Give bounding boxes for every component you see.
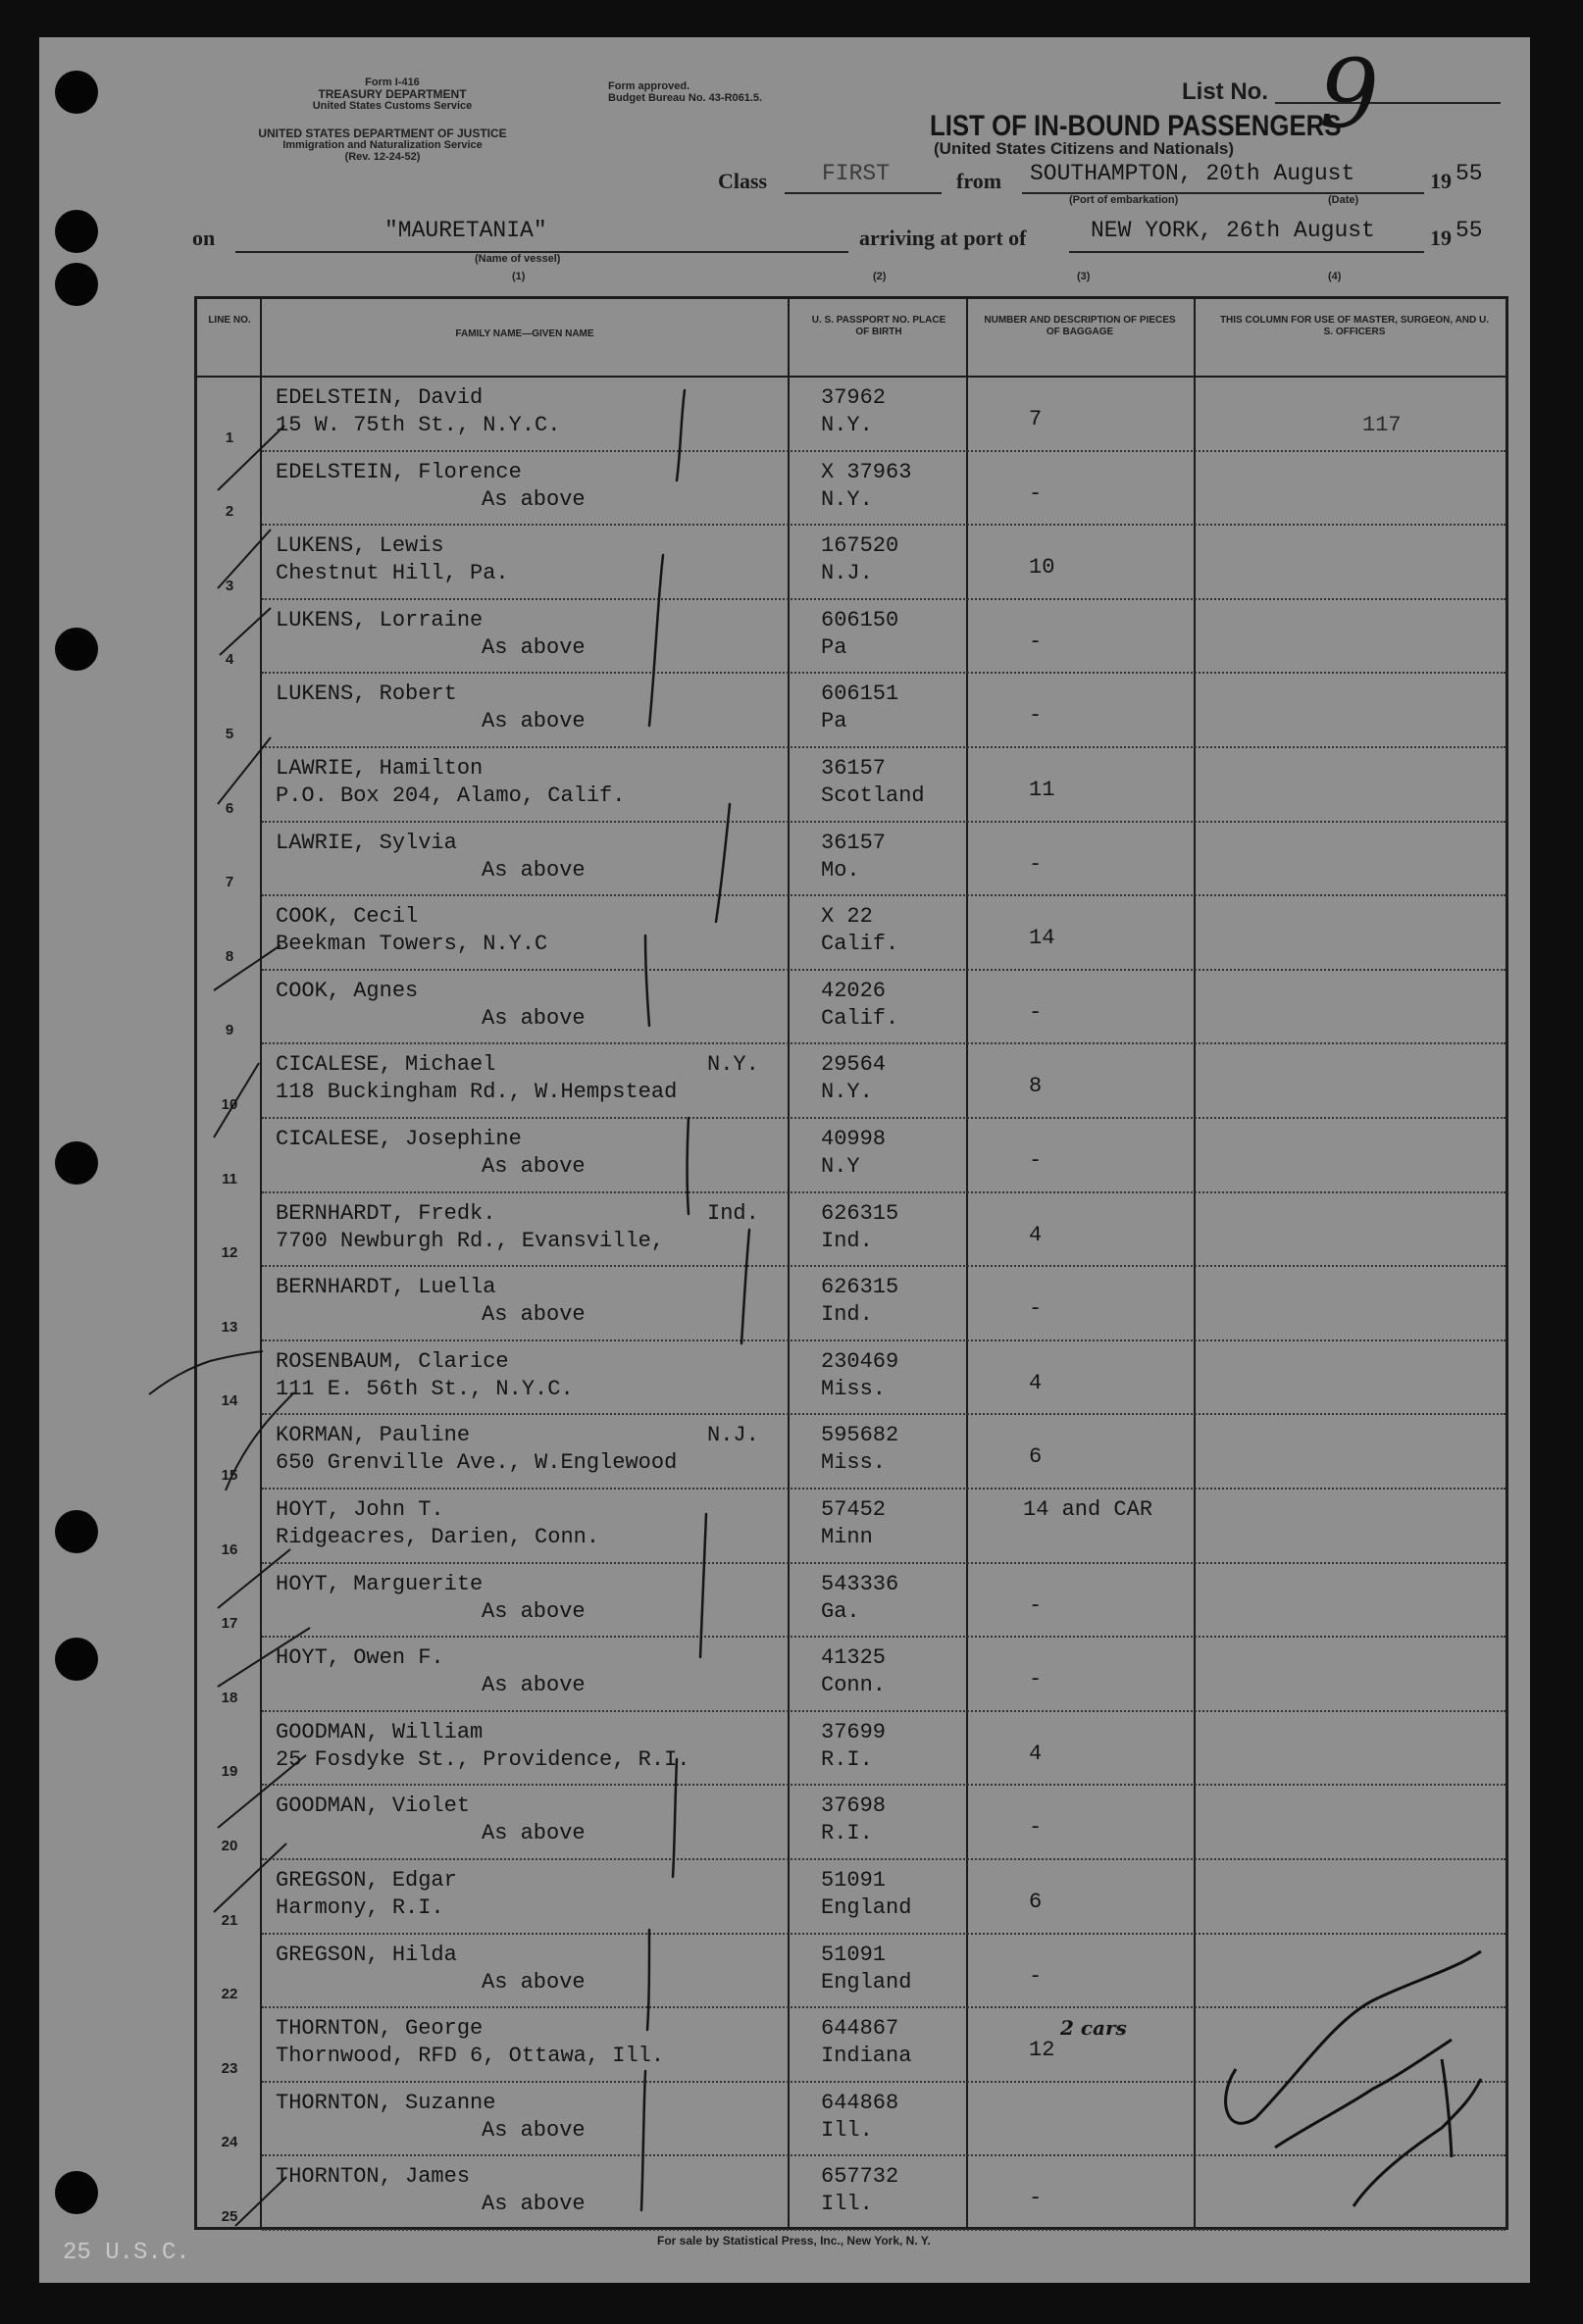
line-number: 7 xyxy=(225,874,234,891)
line-number: 13 xyxy=(221,1318,238,1336)
baggage-count: 11 xyxy=(1029,778,1055,802)
baggage-count: - xyxy=(1029,1148,1043,1173)
place-of-birth: Ga. xyxy=(821,1598,860,1624)
passenger-name: GREGSON, Edgar xyxy=(276,1868,457,1893)
passenger-address: As above xyxy=(482,1302,586,1328)
class-line xyxy=(785,192,942,194)
passenger-name: ROSENBAUM, Clarice xyxy=(276,1348,509,1374)
passport-number: 626315 xyxy=(821,1275,899,1300)
from-value: SOUTHAMPTON, 20th August xyxy=(1030,161,1355,186)
baggage-count: - xyxy=(1029,1296,1043,1322)
binder-hole xyxy=(55,263,98,306)
line-number: 8 xyxy=(225,947,234,965)
passenger-name: THORNTON, George xyxy=(276,2016,484,2042)
passport-number: X 22 xyxy=(821,904,873,930)
vessel-name: "MAURETANIA" xyxy=(384,218,547,243)
passport-number: 657732 xyxy=(821,2164,899,2190)
place-of-birth: England xyxy=(821,1895,912,1920)
passenger-address: As above xyxy=(482,2117,586,2143)
table-row xyxy=(197,2083,1506,2157)
binder-hole xyxy=(55,628,98,671)
passport-number: 167520 xyxy=(821,533,899,559)
table-row xyxy=(197,1193,1506,1268)
table-row xyxy=(197,1415,1506,1490)
passport-number: 644867 xyxy=(821,2016,899,2042)
baggage-count: 8 xyxy=(1029,1074,1043,1099)
passenger-address: 7700 Newburgh Rd., Evansville, xyxy=(276,1228,665,1253)
justice-department: UNITED STATES DEPARTMENT OF JUSTICE xyxy=(258,126,507,140)
passenger-address: Harmony, R.I. xyxy=(276,1895,444,1920)
table-row xyxy=(197,1638,1506,1712)
line-number: 4 xyxy=(225,651,234,669)
passenger-address: As above xyxy=(482,1154,586,1179)
passenger-name: HOYT, Owen F. xyxy=(276,1645,444,1671)
line-number: 2 xyxy=(225,503,234,521)
passenger-address: As above xyxy=(482,2192,586,2217)
baggage-count: 7 xyxy=(1029,407,1043,431)
row-divider xyxy=(262,2229,1506,2231)
passenger-name: HOYT, Marguerite xyxy=(276,1571,484,1596)
baggage-count: 10 xyxy=(1029,555,1055,581)
baggage-count: - xyxy=(1029,1667,1043,1692)
place-of-birth: Calif. xyxy=(821,932,899,957)
from-label: from xyxy=(956,169,1002,193)
customs-service: United States Customs Service xyxy=(312,100,473,112)
line-number: 24 xyxy=(221,2134,238,2151)
passenger-name: KORMAN, Pauline xyxy=(276,1423,471,1448)
table-row xyxy=(197,1341,1506,1416)
passenger-name: GOODMAN, Violet xyxy=(276,1794,471,1819)
col-num-4: (4) xyxy=(1328,271,1342,282)
table-row xyxy=(197,1712,1506,1787)
passenger-address: Beekman Towers, N.Y.C xyxy=(276,932,548,957)
arrival-year: 55 xyxy=(1455,218,1483,243)
baggage-count: - xyxy=(1029,2186,1043,2211)
place-of-birth: Ind. xyxy=(821,1302,873,1328)
passenger-address: 118 Buckingham Rd., W.Hempstead xyxy=(276,1080,678,1105)
table-row xyxy=(197,748,1506,823)
place-of-birth: Miss. xyxy=(821,1450,887,1476)
form-title: LIST OF IN-BOUND PASSENGERS xyxy=(930,110,1342,142)
line-number: 18 xyxy=(221,1689,238,1706)
on-label: on xyxy=(192,226,216,250)
list-no-label: List No. xyxy=(1182,78,1268,105)
officer-note: 117 xyxy=(1362,413,1402,437)
place-of-birth: R.I. xyxy=(821,1821,873,1846)
passport-number: 37962 xyxy=(821,385,887,410)
place-of-birth: R.I. xyxy=(821,1746,873,1772)
passport-number: 626315 xyxy=(821,1200,899,1226)
place-of-birth: Pa xyxy=(821,634,847,660)
passenger-address: Ridgeacres, Darien, Conn. xyxy=(276,1525,600,1549)
place-of-birth: N.J. xyxy=(821,561,873,586)
passenger-address: As above xyxy=(482,1969,586,1995)
baggage-count: 4 xyxy=(1029,1222,1043,1247)
binder-hole xyxy=(55,1638,98,1681)
vessel-caption: (Name of vessel) xyxy=(475,253,561,265)
table-row xyxy=(197,2008,1506,2083)
form-approved: Form approved. xyxy=(608,80,690,92)
footer-left: 25 U.S.C. xyxy=(63,2240,190,2266)
form-subtitle: (United States Citizens and Nationals) xyxy=(934,139,1235,158)
col-num-3: (3) xyxy=(1077,271,1091,282)
place-of-birth: Ill. xyxy=(821,2192,873,2217)
passport-number: 543336 xyxy=(821,1571,899,1596)
baggage-count: 6 xyxy=(1029,1444,1043,1470)
arrival-value: NEW YORK, 26th August xyxy=(1091,218,1375,243)
passport-number: 595682 xyxy=(821,1423,899,1448)
baggage-count: 6 xyxy=(1029,1890,1043,1914)
line-number: 14 xyxy=(221,1392,238,1410)
passenger-address: As above xyxy=(482,1673,586,1698)
passenger-name: BERNHARDT, Luella xyxy=(276,1275,496,1300)
passenger-name: LUKENS, Lewis xyxy=(276,533,444,559)
from-year-prefix: 19 xyxy=(1430,169,1452,193)
place-of-birth: Miss. xyxy=(821,1376,887,1401)
place-of-birth: N.Y. xyxy=(821,486,873,512)
line-number: 17 xyxy=(221,1615,238,1633)
passenger-address: 650 Grenville Ave., W.Englewood xyxy=(276,1450,678,1476)
line-number: 20 xyxy=(221,1837,238,1854)
list-no-line xyxy=(1275,102,1501,104)
line-number: 21 xyxy=(221,1911,238,1929)
passport-number: 606150 xyxy=(821,607,899,632)
passenger-address: As above xyxy=(482,634,586,660)
class-label: Class xyxy=(718,169,768,193)
col-num-1: (1) xyxy=(512,271,526,282)
place-of-birth: Ind. xyxy=(821,1228,873,1253)
immigration-service: Immigration and Naturalization Service xyxy=(282,139,483,151)
line-number: 12 xyxy=(221,1244,238,1262)
baggage-count: - xyxy=(1029,703,1043,729)
passport-number: 57452 xyxy=(821,1497,887,1522)
place-of-birth: Calif. xyxy=(821,1005,899,1031)
address-state: Ind. xyxy=(707,1200,759,1226)
passport-number: 41325 xyxy=(821,1645,887,1671)
baggage-count: - xyxy=(1029,1815,1043,1841)
address-state: N.J. xyxy=(707,1423,759,1448)
arrival-line xyxy=(1069,251,1424,253)
baggage-count: 4 xyxy=(1029,1741,1043,1766)
table-row xyxy=(197,378,1506,452)
col-header-passport: U. S. PASSPORT NO. PLACE OF BIRTH xyxy=(811,315,946,337)
passenger-name: COOK, Cecil xyxy=(276,904,419,930)
baggage-count: - xyxy=(1029,1592,1043,1618)
passenger-name: LUKENS, Lorraine xyxy=(276,607,484,632)
passport-number: 37699 xyxy=(821,1719,887,1744)
baggage-count: 14 and CAR xyxy=(1023,1497,1153,1522)
table-row xyxy=(197,2156,1506,2231)
passenger-name: THORNTON, James xyxy=(276,2164,471,2190)
passport-number: 51091 xyxy=(821,1942,887,1967)
passport-number: 51091 xyxy=(821,1868,887,1893)
passenger-address: 111 E. 56th St., N.Y.C. xyxy=(276,1376,574,1401)
binder-hole xyxy=(55,2171,98,2214)
baggage-count: - xyxy=(1029,851,1043,877)
treasury-department: TREASURY DEPARTMENT xyxy=(318,87,467,101)
class-value: FIRST xyxy=(822,161,891,186)
passport-number: X 37963 xyxy=(821,459,912,484)
passport-number: 40998 xyxy=(821,1127,887,1151)
printer-imprint: For sale by Statistical Press, Inc., New York, N. Y. xyxy=(657,2234,931,2248)
baggage-count: 14 xyxy=(1029,926,1055,951)
form-header-justice xyxy=(177,127,588,163)
table-row xyxy=(197,600,1506,675)
baggage-count: - xyxy=(1029,480,1043,506)
place-of-birth: Conn. xyxy=(821,1673,887,1698)
place-of-birth: N.Y. xyxy=(821,1080,873,1105)
table-row xyxy=(197,823,1506,897)
passport-number: 42026 xyxy=(821,978,887,1003)
place-of-birth: Minn xyxy=(821,1525,873,1549)
from-year: 55 xyxy=(1455,161,1483,186)
revision: (Rev. 12-24-52) xyxy=(344,151,421,163)
passenger-table xyxy=(194,296,1508,2230)
line-number: 5 xyxy=(225,725,234,742)
place-of-birth: N.Y. xyxy=(821,413,873,437)
passenger-name: EDELSTEIN, David xyxy=(276,385,484,410)
table-row xyxy=(197,1935,1506,2009)
passport-number: 36157 xyxy=(821,830,887,855)
line-number: 11 xyxy=(222,1170,237,1187)
place-of-birth: England xyxy=(821,1969,912,1995)
col-header-name: FAMILY NAME—GIVEN NAME xyxy=(455,328,594,339)
passenger-name: LAWRIE, Sylvia xyxy=(276,830,457,855)
passenger-name: THORNTON, Suzanne xyxy=(276,2090,496,2115)
line-number: 1 xyxy=(225,429,234,446)
baggage-count: - xyxy=(1029,999,1043,1025)
passenger-name: LAWRIE, Hamilton xyxy=(276,756,484,781)
baggage-handwritten-note: 2 cars xyxy=(1060,2016,1127,2041)
list-number: 9 xyxy=(1319,39,1380,149)
binder-hole xyxy=(55,71,98,114)
place-of-birth: Scotland xyxy=(821,783,925,808)
passenger-address: As above xyxy=(482,1598,586,1624)
passenger-name: EDELSTEIN, Florence xyxy=(276,459,522,484)
table-row xyxy=(197,971,1506,1045)
table-row xyxy=(197,1267,1506,1341)
passport-number: 644868 xyxy=(821,2090,899,2115)
baggage-count: 12 xyxy=(1029,2038,1055,2063)
passenger-name: CICALESE, Michael xyxy=(276,1052,496,1078)
passenger-name: BERNHARDT, Fredk. xyxy=(276,1200,496,1226)
arriving-label: arriving at port of xyxy=(859,226,1027,250)
line-number: 10 xyxy=(221,1095,238,1113)
table-row xyxy=(197,674,1506,748)
table-row xyxy=(197,896,1506,971)
form-number: Form I-416 xyxy=(365,76,420,88)
passenger-address: As above xyxy=(482,1821,586,1846)
passenger-address: 15 W. 75th St., N.Y.C. xyxy=(276,413,561,437)
col-header-line: LINE NO. xyxy=(208,315,251,326)
col-header-officers: THIS COLUMN FOR USE OF MASTER, SURGEON, AND U. S. OFFICERS xyxy=(1219,315,1490,337)
line-number: 23 xyxy=(221,2059,238,2077)
port-embark-caption: (Port of embarkation) xyxy=(1069,194,1179,206)
passport-number: 37698 xyxy=(821,1794,887,1819)
passenger-address: Thornwood, RFD 6, Ottawa, Ill. xyxy=(276,2044,665,2069)
table-row xyxy=(197,1786,1506,1860)
line-number: 22 xyxy=(221,1986,238,2003)
passport-number: 36157 xyxy=(821,756,887,781)
passport-number: 606151 xyxy=(821,682,899,707)
table-row xyxy=(197,526,1506,600)
passenger-address: 25 Fosdyke St., Providence, R.I. xyxy=(276,1746,690,1772)
place-of-birth: N.Y xyxy=(821,1154,860,1179)
line-number: 16 xyxy=(221,1541,238,1558)
line-number: 3 xyxy=(225,577,234,594)
line-number: 19 xyxy=(221,1763,238,1781)
baggage-count: - xyxy=(1029,1963,1043,1989)
form-header-left xyxy=(265,76,520,112)
passenger-name: LUKENS, Robert xyxy=(276,682,457,707)
baggage-count: - xyxy=(1029,629,1043,654)
line-number: 15 xyxy=(221,1466,238,1484)
passenger-name: HOYT, John T. xyxy=(276,1497,444,1522)
line-number: 25 xyxy=(221,2207,238,2225)
passenger-name: CICALESE, Josephine xyxy=(276,1127,522,1151)
passport-number: 29564 xyxy=(821,1052,887,1078)
passenger-address: As above xyxy=(482,709,586,734)
binder-hole xyxy=(55,210,98,253)
table-row xyxy=(197,452,1506,527)
place-of-birth: Mo. xyxy=(821,857,860,883)
passenger-name: GOODMAN, William xyxy=(276,1719,484,1744)
passenger-address: As above xyxy=(482,486,586,512)
baggage-count: 4 xyxy=(1029,1370,1043,1395)
place-of-birth: Ill. xyxy=(821,2117,873,2143)
passenger-address: As above xyxy=(482,857,586,883)
passenger-name: COOK, Agnes xyxy=(276,978,419,1003)
table-row xyxy=(197,1564,1506,1639)
binder-hole xyxy=(55,1141,98,1185)
table-row xyxy=(197,1490,1506,1564)
col-header-baggage: NUMBER AND DESCRIPTION OF PIECES OF BAGGAGE xyxy=(984,315,1176,337)
passenger-address: As above xyxy=(482,1005,586,1031)
table-row xyxy=(197,1044,1506,1119)
table-row xyxy=(197,1860,1506,1935)
budget-bureau: Budget Bureau No. 43-R061.5. xyxy=(608,92,763,104)
binder-hole xyxy=(55,1510,98,1553)
passport-number: 230469 xyxy=(821,1348,899,1374)
arrival-year-prefix: 19 xyxy=(1430,226,1452,250)
place-of-birth: Indiana xyxy=(821,2044,912,2069)
place-of-birth: Pa xyxy=(821,709,847,734)
line-number: 9 xyxy=(225,1022,234,1039)
form-approval xyxy=(608,80,843,104)
address-state: N.Y. xyxy=(707,1052,759,1078)
passenger-name: GREGSON, Hilda xyxy=(276,1942,457,1967)
date-caption: (Date) xyxy=(1328,194,1359,206)
passenger-address: P.O. Box 204, Alamo, Calif. xyxy=(276,783,626,808)
col-num-2: (2) xyxy=(873,271,887,282)
table-row xyxy=(197,1119,1506,1193)
passenger-address: Chestnut Hill, Pa. xyxy=(276,561,509,586)
line-number: 6 xyxy=(225,799,234,817)
